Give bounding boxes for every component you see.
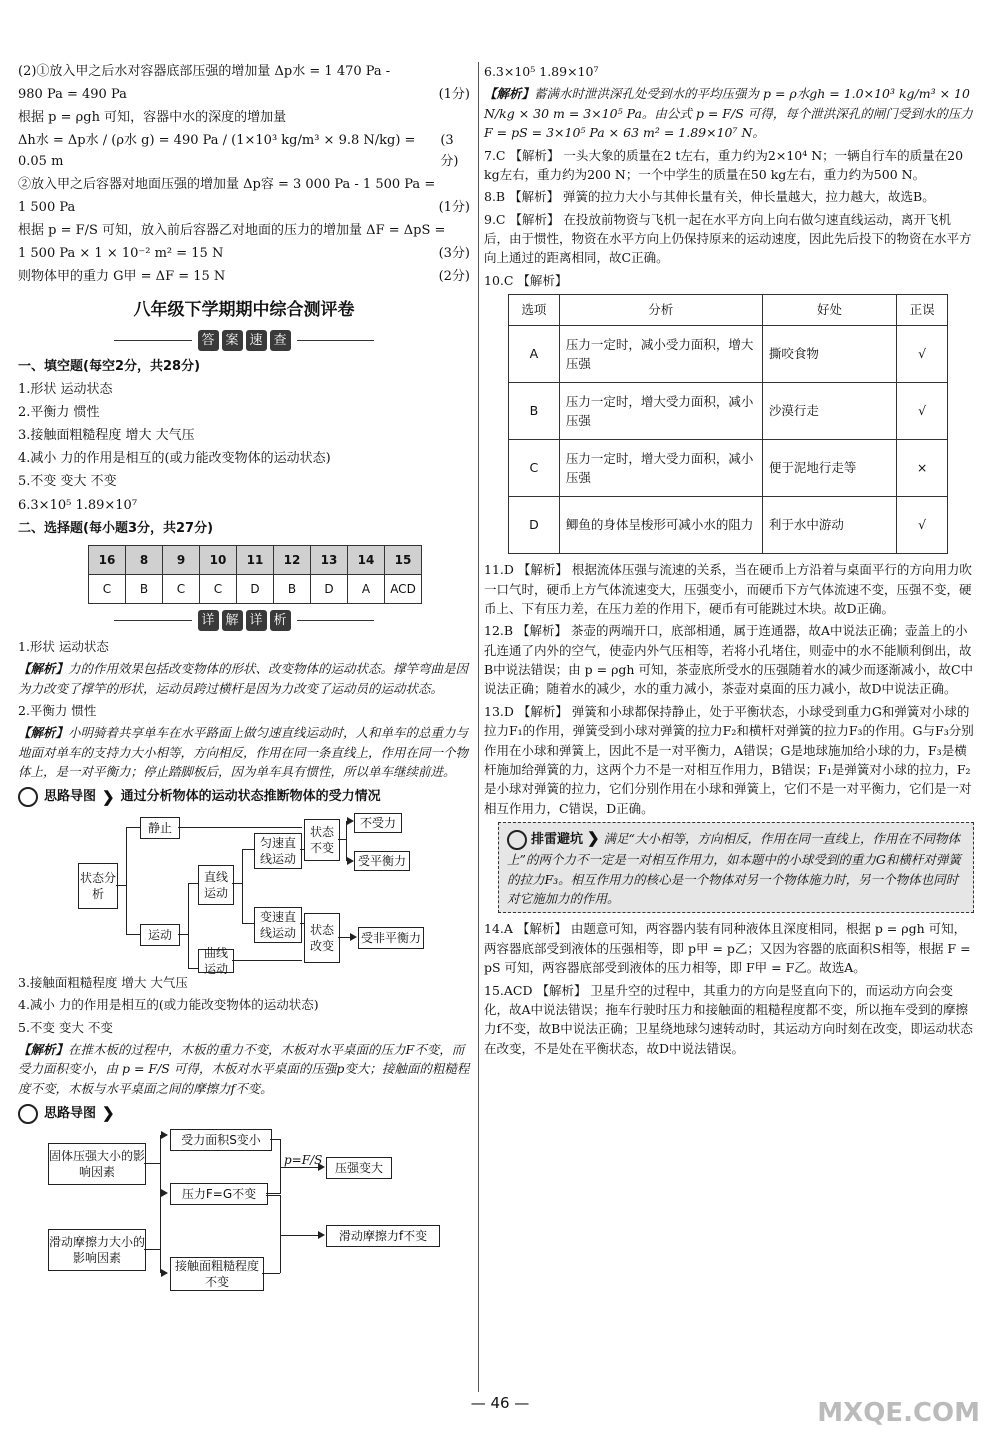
q8-text: 8.B 【解析】 弹簧的拉力大小与其伸长量有关，伸长量越大，拉力越大，故选B。 [484, 189, 935, 205]
table-row [509, 326, 948, 383]
flow-unbalanced-node: 受非平衡力 [358, 927, 424, 949]
detail-5-head: 5.不变 变大 不变 [18, 1019, 113, 1035]
flow-balanced-node: 受平衡力 [354, 851, 410, 871]
table-row [509, 440, 948, 497]
question-number-cell: 14 [348, 545, 385, 574]
banner-char: 详 [198, 610, 219, 631]
intro-line-text: (2)①放入甲之后水对容器底部压强的增加量 Δp水 = 1 470 Pa - [18, 64, 391, 79]
detail-1-head: 1.形状 运动状态 [18, 638, 109, 654]
flow-straight-node: 直线运动 [198, 865, 234, 905]
intro-line-score: (3分) [438, 246, 470, 262]
q7-text: 7.C 【解析】 一头大象的质量在2 t左右，重力约为2×10⁴ N；一辆自行车的质量在20 kg左右，重力约为200 N；一个中学生的质量在50 kg左右，重力约为500 N。 [484, 147, 964, 182]
intro-line [18, 267, 470, 287]
flow-unchanged-node: 状态不变 [304, 819, 340, 861]
table-header-cell: 分析 [559, 295, 762, 326]
chevron-right-icon: ❯ [102, 787, 115, 806]
intro-line [18, 131, 470, 171]
fill-answer-item: 6.3×10⁵ 1.89×10⁷ [18, 497, 138, 513]
answer-cell: B [126, 574, 163, 603]
answer-cell: ACD [385, 574, 422, 603]
right-column [484, 62, 974, 1061]
intro-line [18, 85, 470, 105]
answer-cell: D [311, 574, 348, 603]
table-header-cell: 好处 [762, 295, 896, 326]
intro-line-score: (3分) [440, 133, 459, 169]
flow-curve-node: 曲线运动 [198, 949, 234, 973]
flow2-pressure-force-node: 压力F=G不变 [170, 1183, 268, 1205]
intro-line [18, 108, 470, 128]
lightbulb-icon [507, 830, 527, 850]
fill-answer-list [18, 380, 470, 516]
table-cell: 利于水中游动 [762, 497, 896, 554]
banner-char: 详 [246, 610, 267, 631]
detail-3: 3.接触面粗糙程度 增大 大气压 [18, 974, 188, 990]
intro-line-text: Δh水 = Δp水 / (ρ水 g) = 490 Pa / (1×10³ kg/m³ × 9.8 N/kg) = 0.05 m [18, 133, 416, 169]
intro-line-score: (1分) [438, 87, 470, 103]
tip-label: 思路导图 [44, 789, 97, 805]
table-cell: 便于泥地行走等 [762, 440, 896, 497]
mindmap-tip [18, 786, 470, 809]
fill-answer-item: 1.形状 运动状态 [18, 381, 113, 397]
left-column [18, 62, 470, 1289]
answer-cell: D [237, 574, 274, 603]
table-cell: 撕咬食物 [762, 326, 896, 383]
detail-banner [114, 610, 374, 631]
detail-1-text: 力的作用效果包括改变物体的形状、改变物体的运动状态。撑竿弯曲是因为力改变了撑竿的形状，运动员跨过横杆是因为力改变了运动员的运动状态。 [18, 661, 469, 696]
intro-line-text: ②放入甲之后容器对地面压强的增加量 Δp容 = 3 000 Pa - 1 500 Pa = [18, 176, 436, 192]
q12-text: 12.B 【解析】 茶壶的两端开口，底部相通，属于连通器，故A中说法正确；壶盖上的小孔连通了内外的空气，使壶内外气压相等，若将小孔堵住，则壶中的水不能顺利倒出，故B中说法错误；由 p = ρgh 可知，茶壶底所受水的压强随着水的减少而逐渐减小，故C中说法正确；随着水的减少，水的重力减小，茶壶对桌面的压力减小，故D中说法正确。 [484, 623, 974, 697]
table-cell: B [509, 383, 560, 440]
intro-line-text: 根据 p = F/S 可知，放入前后容器乙对地面的压力的增加量 ΔF = ΔpS = [18, 222, 446, 238]
table-cell: 压力一定时，减小受力面积，增大压强 [559, 326, 762, 383]
chevron-right-icon: ❯ [102, 1104, 115, 1122]
pitfall-tip-text: 满足“大小相等，方向相反，作用在同一直线上，作用在不同物体上”的两个力不一定是一对相互作用力，如本题中的小球受到的重力G和横杆对弹簧的拉力F₃。相互作用力的核心是一个物体对另一个物体施力时，另一个物体也同时对它施加力的作用。 [507, 831, 961, 906]
table-cell: 压力一定时，增大受力面积，减小压强 [559, 383, 762, 440]
table-cell: √ [897, 497, 948, 554]
flow-state-node: 状态分析 [78, 863, 118, 909]
answer-cell: B [274, 574, 311, 603]
watermark-logo: MXQE.COM [817, 1397, 980, 1428]
question-number-cell: 12 [274, 545, 311, 574]
intro-line-score: (2分) [438, 269, 470, 285]
question-number-row [89, 545, 422, 574]
answer-cell: C [200, 574, 237, 603]
table-cell: × [897, 440, 948, 497]
banner-char: 查 [270, 330, 291, 351]
flow-variable-node: 变速直线运动 [254, 907, 302, 943]
question-number-cell: 15 [385, 545, 422, 574]
analysis-label: 【解析】 [18, 725, 69, 741]
detail-4: 4.减小 力的作用是相互的(或力能改变物体的运动状态) [18, 997, 319, 1013]
lightbulb-icon [18, 1104, 38, 1124]
mindmap-tip-2 [18, 1102, 470, 1125]
exam-title: 八年级下学期期中综合测评卷 [133, 300, 355, 321]
fill-heading: 一、填空题(每空2分，共28分) [18, 358, 201, 374]
lightbulb-icon [18, 787, 38, 807]
table-cell: C [509, 440, 560, 497]
previous-answer-block [18, 62, 470, 287]
banner-char: 析 [270, 610, 291, 631]
table-cell: 压力一定时，增大受力面积，减小压强 [559, 440, 762, 497]
fill-answer-item: 5.不变 变大 不变 [18, 474, 117, 490]
question-number-cell: 8 [126, 545, 163, 574]
flow-changed-node: 状态改变 [304, 913, 340, 963]
answer-cell: A [348, 574, 385, 603]
q9-text: 9.C 【解析】 在投放前物资与飞机一起在水平方向上向右做匀速直线运动，离开飞机后，由于惯性，物资在水平方向上仍保持原来的运动速度，因此先后投下的物资在水平方向上通过的距离相同，故C正确。 [484, 211, 972, 266]
answer-row [89, 574, 422, 603]
banner-char: 速 [246, 330, 267, 351]
pitfall-tip-box [498, 822, 974, 913]
choice-answer-table [88, 545, 422, 604]
intro-line [18, 175, 470, 195]
flow-uniform-node: 匀速直线运动 [254, 833, 302, 869]
analysis-label: 【解析】 [484, 86, 535, 102]
detail-2-text: 小明骑着共享单车在水平路面上做匀速直线运动时，人和单车的总重力与地面对单车的支持力大小相等，方向相反，作用在同一条直线上，作用在同一个物体上，是一对平衡力；停止踏脚板后，因为单车具有惯性，所以单车继续前进。 [18, 725, 469, 780]
detail-5-text: 在推木板的过程中，木板的重力不变，木板对水平桌面的压力F不变，而受力面积变小，由 p = F/S 可得，木板对水平桌面的压强p变大；接触面的粗糙程度不变，木板与水平桌面之间的摩擦力f不变。 [18, 1041, 470, 1096]
flow-no-force-node: 不受力 [354, 813, 402, 833]
table-row [509, 383, 948, 440]
table-cell: √ [897, 383, 948, 440]
table-cell: 沙漠行走 [762, 383, 896, 440]
intro-line-text: 则物体甲的重力 G甲 = ΔF = 15 N [18, 269, 226, 285]
fill-answer-item: 2.平衡力 惯性 [18, 405, 100, 421]
answer-cell: C [163, 574, 200, 603]
table-header-cell: 选项 [509, 295, 560, 326]
intro-line [18, 198, 470, 218]
q13-text: 13.D 【解析】 弹簧和小球都保持静止，处于平衡状态，小球受到重力G和弹簧对小球的拉力F₁的作用，弹簧受到小球对弹簧的拉力F₂和横杆对弹簧的拉力F₃的作用。G与F₃分别作用在小球和弹簧上，因此不是一对平衡力，A错误；G是地球施加给小球的力，F₃是横杆施加给弹簧的力，这两个力不是一对相互作用力，B错误；F₁是弹簧对小球的拉力，F₂是小球对弹簧的拉力，它们分别作用在小球和弹簧上，它们不是一对平衡力，它们是一对相互作用力，C错误，D正确。 [484, 703, 974, 816]
pressure-flowchart [18, 1129, 470, 1289]
q6-head: 6.3×10⁵ 1.89×10⁷ [484, 64, 599, 79]
q10-analysis-table [508, 294, 948, 554]
intro-line [18, 244, 470, 264]
intro-line [18, 221, 470, 241]
flow2-friction-same-node: 滑动摩擦力f不变 [326, 1225, 440, 1247]
fill-answer-item: 4.减小 力的作用是相互的(或力能改变物体的运动状态) [18, 451, 331, 467]
flow2-roughness-node: 接触面粗糙程度不变 [170, 1257, 264, 1291]
question-number-cell: 13 [311, 545, 348, 574]
intro-line-text: 1 500 Pa × 1 × 10⁻² m² = 15 N [18, 246, 224, 262]
banner-char: 答 [198, 330, 219, 351]
question-number-cell: 16 [89, 545, 126, 574]
intro-line [18, 62, 470, 82]
tip-label: 思路导图 [44, 1105, 97, 1121]
flow-motion-node: 运动 [140, 924, 180, 946]
flow2-formula: p=F/S [284, 1153, 323, 1168]
table-row [509, 497, 948, 554]
page-number: — 46 — [470, 1394, 530, 1412]
banner-char: 解 [222, 610, 243, 631]
intro-line-text: 根据 p = ρgh 可知，容器中水的深度的增加量 [18, 110, 287, 126]
answer-cell: C [89, 574, 126, 603]
intro-line-text: 1 500 Pa [18, 199, 76, 215]
choice-heading: 二、选择题(每小题3分，共27分) [18, 520, 214, 536]
intro-line-score: (1分) [438, 199, 470, 215]
chevron-right-icon: ❯ [586, 829, 600, 847]
column-divider [478, 62, 479, 1392]
table-cell: √ [897, 326, 948, 383]
flow-still-node: 静止 [140, 817, 180, 839]
table-cell: D [509, 497, 560, 554]
question-number-cell: 10 [200, 545, 237, 574]
fill-answer-item: 3.接触面粗糙程度 增大 大气压 [18, 428, 195, 444]
q11-text: 11.D 【解析】 根据流体压强与流速的关系，当在硬币上方沿着与桌面平行的方向用力吹一口气时，硬币上方气体流速变大，压强变小，而硬币下方气体流速不变，压强不变，硬币上、下有压力差，在压力差的作用下，硬币有可能跳过木块。故D正确。 [484, 562, 972, 616]
table-cell: 鲫鱼的身体呈梭形可减小水的阻力 [559, 497, 762, 554]
banner-char: 案 [222, 330, 243, 351]
detail-2-head: 2.平衡力 惯性 [18, 703, 97, 718]
table-cell: A [509, 326, 560, 383]
table-header-row [509, 295, 948, 326]
q10-head: 10.C 【解析】 [484, 272, 568, 288]
flow2-solid-pressure-node: 固体压强大小的影响因素 [48, 1143, 146, 1185]
q14-text: 14.A 【解析】 由题意可知，两容器内装有同种液体且深度相同，根据 p = ρgh 可知，两容器底部受到液体的压强相等，即 p甲 = p乙；又因为容器的底面积S相等，根据 F = pS 可知，两容器底部受到液体的压力相等，即 F甲 = F乙。故选A。 [484, 921, 971, 976]
answer-quick-banner [114, 330, 374, 351]
flow2-friction-node: 滑动摩擦力大小的影响因素 [48, 1229, 146, 1271]
question-number-cell: 9 [163, 545, 200, 574]
analysis-label: 【解析】 [18, 661, 69, 677]
table-header-cell: 正误 [897, 295, 948, 326]
tip-label: 排雷避坑 [530, 832, 583, 847]
question-number-cell: 11 [237, 545, 274, 574]
intro-line-text: 980 Pa = 490 Pa [18, 87, 127, 103]
q15-text: 15.ACD 【解析】 卫星升空的过程中，其重力的方向是竖直向下的，而运动方向会变化，故A中说法错误；拖车行驶时压力和接触面的粗糙程度都不变，所以拖车受到的摩擦力f不变，故B中说法正确；卫星绕地球匀速转动时，其运动方向时刻在改变，即运动状态在改变，不是处在平衡状态，故D中说法错误。 [484, 982, 973, 1056]
analysis-label: 【解析】 [18, 1041, 69, 1057]
flow2-pressure-up-node: 压强变大 [326, 1157, 392, 1179]
tip-text: 通过分析物体的运动状态推断物体的受力情况 [120, 789, 381, 805]
q6-text: 蓄满水时泄洪深孔处受到水的平均压强为 p = ρ水gh = 1.0×10³ kg/m³ × 10 N/kg × 30 m = 3×10⁵ Pa。由公式 p = F/S 可得，每个泄洪深孔的闸门受到水的压力 F = pS = 3×10⁵ Pa × 63 m² = 1.89×10⁷ N。 [484, 86, 973, 141]
flow2-area-node: 受力面积S变小 [170, 1129, 272, 1151]
motion-flowchart [18, 813, 470, 976]
